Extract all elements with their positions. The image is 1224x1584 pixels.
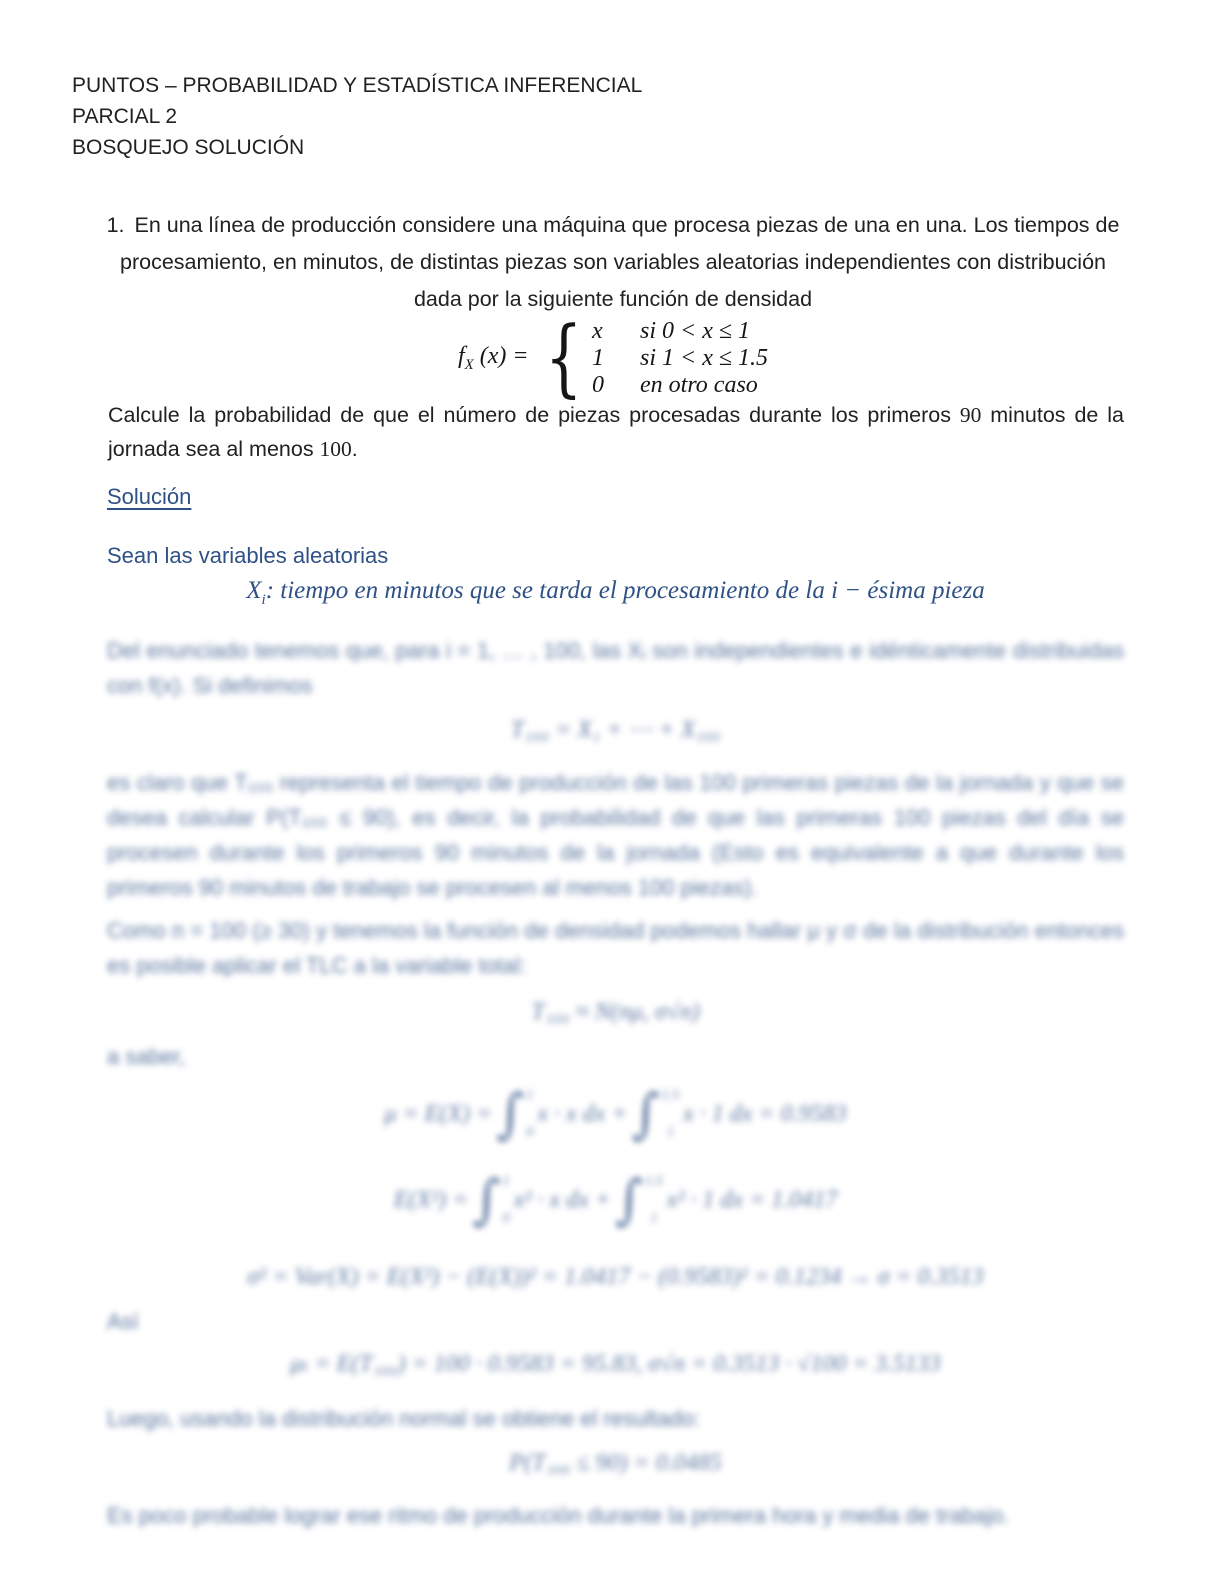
blurred-formula-normal-approx: T₁₀₀ ≈ N(nμ, σ√n): [531, 999, 700, 1025]
question-text-3: .: [351, 437, 358, 461]
header-exam-label: PARCIAL 2: [72, 105, 178, 128]
integral-lower-2: 1: [666, 1125, 674, 1140]
case-value-1: x: [592, 317, 603, 344]
integral-term-2: [614, 1168, 663, 1231]
blurred-formula-sum: T₁₀₀ = X₁ + ⋯ + X₁₀₀: [510, 717, 721, 743]
integral-limits-2: [662, 1086, 680, 1142]
blurred-formula-parameters: μₜ = E(T₁₀₀) = 100 · 0.9583 = 95.83, σ√n = 0.3513 · √100 = 3.5133: [290, 1351, 941, 1377]
case-condition-3: en otro caso: [640, 371, 758, 398]
integral-term-1: [496, 1082, 534, 1145]
header-course-title: PUNTOS – PROBABILIDAD Y ESTADÍSTICA INFERENCIAL: [72, 74, 643, 97]
density-function-equation: [102, 308, 1124, 407]
integral-upper-2: 1.5: [645, 1174, 663, 1189]
document-header: [72, 70, 1124, 163]
blurred-paragraph-conclusion: Es poco probable lograr ese ritmo de producción durante la primera hora y media de trabajo.: [107, 1503, 1010, 1528]
cases-brace: {: [544, 308, 582, 407]
question-text-1: Calcule la probabilidad de que el número de piezas procesadas durante los primeros: [108, 403, 960, 427]
blurred-paragraph-tlc: Como n = 100 (≥ 30) y tenemos la función de densidad podemos hallar μ y σ de la distribución entonces es posible aplicar el TLC a la variable total:: [107, 918, 1124, 978]
mean-integral-result: x · 1 dx = 0.9583: [683, 1101, 847, 1127]
density-func-name: f: [457, 342, 465, 369]
integral-upper-2: 1.5: [661, 1088, 680, 1103]
density-func-args: (x) =: [479, 342, 529, 369]
blurred-formula-second-moment-integral: [107, 1168, 1124, 1232]
integral-icon: ∫: [472, 1168, 501, 1231]
integral-limits-1: [503, 1172, 510, 1228]
blurred-text-asi: Así: [107, 1309, 139, 1334]
header-solution-label: BOSQUEJO SOLUCIÓN: [72, 136, 305, 159]
integral-limits-1: [526, 1086, 533, 1142]
integral-lower-1: 0: [502, 1211, 510, 1226]
blurred-formula-mean-integral: [107, 1082, 1124, 1146]
blurred-paragraph-interpretation: es claro que T₁₀₀ representa el tiempo de producción de las 100 primeras piezas de la jornada y que se desea calcular P(T₁₀₀ ≤ 90), es decir, la probabilidad de que las primeras 100 piezas del día se procesen durante los primeros 90 minutos de la jornada (Esto es equivalente a que durante los primeros 90 minutos de trabajo se procesen al menos 100 piezas).: [107, 770, 1124, 900]
case-value-3: 0: [592, 371, 605, 398]
blurred-paragraph-luego: Luego, usando la distribución normal se obtiene el resultado:: [107, 1406, 701, 1431]
question-text-2: minutos de la jornada sea al menos: [108, 403, 1124, 461]
moment-integral-result: x² · 1 dx = 1.0417: [666, 1187, 838, 1213]
integral-limits-2: [645, 1172, 663, 1228]
density-func-subscript: X: [464, 356, 474, 373]
integral-icon: ∫: [496, 1082, 525, 1145]
case-value-2: 1: [592, 344, 605, 371]
definition-variable: X: [246, 577, 262, 604]
integral-icon: ∫: [631, 1082, 660, 1145]
question-number-90: 90: [959, 403, 982, 427]
integral-lower-2: 1: [650, 1211, 658, 1226]
integral-term-1: [472, 1168, 510, 1231]
integral-term-2: [631, 1082, 680, 1145]
blurred-paragraph-setup: Del enunciado tenemos que, para i = 1, … , 100, las Xᵢ son independientes e idénticamente distribuidas con f(x). Si definimos: [107, 638, 1124, 698]
problem-section: [102, 207, 1124, 466]
integral-icon: ∫: [614, 1168, 644, 1231]
definition-subscript: i: [261, 592, 266, 608]
blurred-formula-variance: σ² = Var(X) = E(X²) − (E(X))² = 1.0417 − (0.9583)² = 0.1234 → σ = 0.3513: [247, 1264, 984, 1290]
solution-section: [107, 484, 1124, 1533]
case-condition-1: si 0 < x ≤ 1: [640, 317, 751, 344]
definition-text: : tiempo en minutos que se tarda el procesamiento de la i − ésima pieza: [265, 577, 985, 604]
problem-statement: [102, 207, 1124, 318]
solution-heading: Solución: [107, 484, 192, 509]
integral-upper-1: 1: [502, 1174, 510, 1189]
integral-upper-1: 1: [526, 1088, 534, 1103]
moment-integral-lhs: E(X²) =: [393, 1187, 469, 1213]
blurred-text-a-saber: a saber,: [107, 1044, 186, 1069]
density-function-lhs: [458, 343, 529, 374]
solution-intro: Sean las variables aleatorias: [107, 543, 389, 568]
mean-integral-mid: x · x dx +: [537, 1101, 628, 1127]
problem-question: [108, 398, 1124, 466]
question-number-100: 100: [319, 437, 352, 461]
mean-integral-lhs: μ = E(X) =: [384, 1101, 493, 1127]
case-condition-2: si 1 < x ≤ 1.5: [640, 344, 769, 371]
cases-list: [592, 318, 768, 399]
problem-statement-text: En una línea de producción considere una máquina que procesa piezas de una en una. Los tiempos de procesamiento, en minutos, de distintas piezas son variables aleatorias independientes con distribución dada por la siguiente función de densidad: [120, 213, 1120, 311]
integral-lower-1: 0: [526, 1125, 534, 1140]
blurred-formula-result: P(T₁₀₀ ≤ 90) = 0.0485: [509, 1450, 722, 1476]
moment-integral-mid: x² · x dx +: [513, 1187, 611, 1213]
problem-number: 1.: [106, 213, 125, 237]
variable-definition: [107, 574, 1124, 617]
